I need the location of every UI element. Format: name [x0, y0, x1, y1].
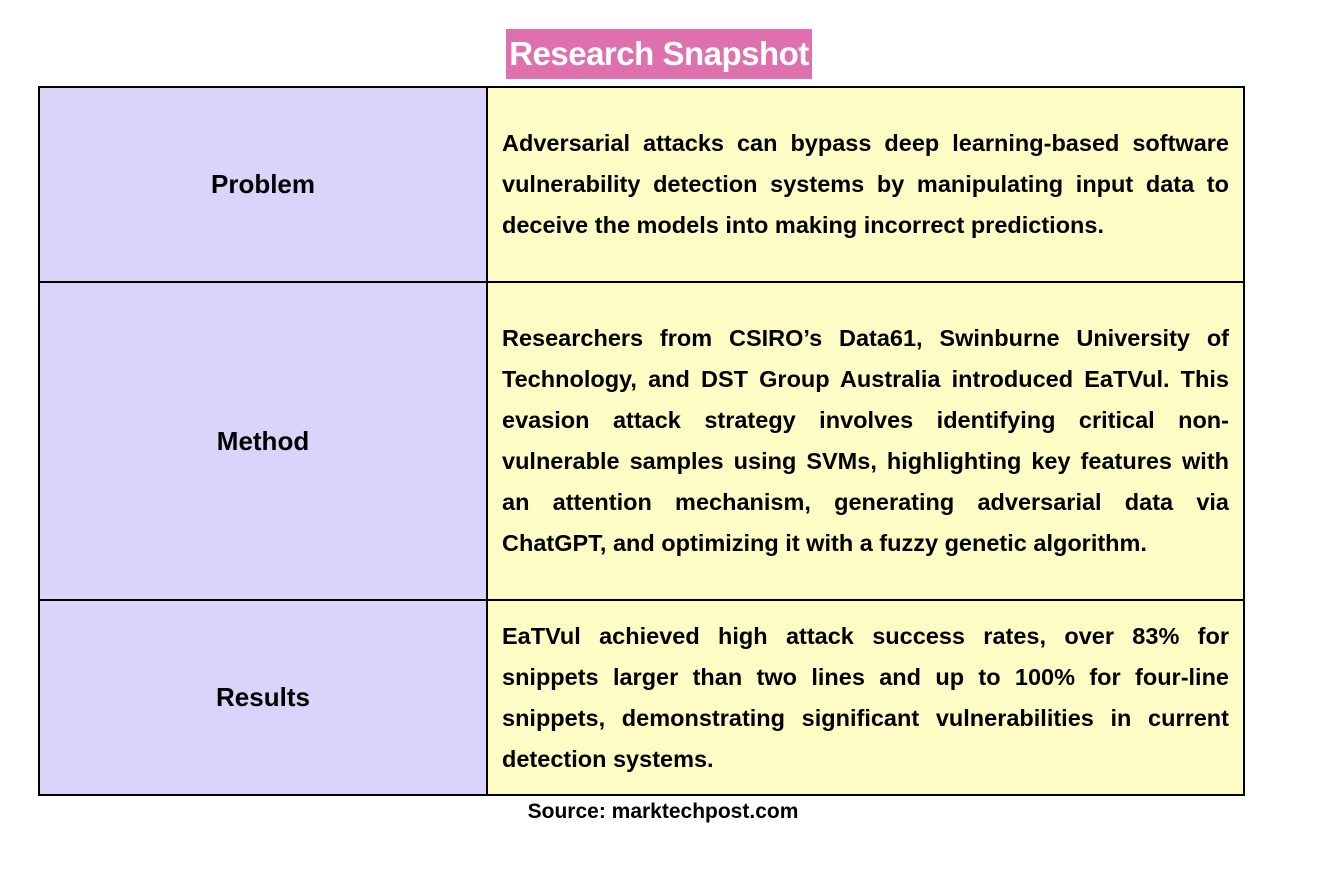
table-row-problem [39, 87, 1244, 282]
row-description-results: EaTVul achieved high attack success rates, over 83% for snippets larger than two lines and up to 100% for four-line snippets, demonstrating significant vulnerabilities in current detection systems. [487, 600, 1244, 795]
source-credit: Source: marktechpost.com [527, 800, 799, 823]
snapshot-table [38, 86, 1245, 796]
row-description-problem: Adversarial attacks can bypass deep learning-based software vulnerability detection systems by manipulating input data to deceive the models into making incorrect predictions. [487, 87, 1244, 282]
row-label-method: Method [39, 282, 487, 600]
table-row-results [39, 600, 1244, 795]
row-description-method: Researchers from CSIRO’s Data61, Swinburne University of Technology, and DST Group Australia introduced EaTVul. This evasion attack strategy involves identifying critical non-vulnerable samples using SVMs, highlighting key features with an attention mechanism, generating adversarial data via ChatGPT, and optimizing it with a fuzzy genetic algorithm. [487, 282, 1244, 600]
row-label-problem: Problem [39, 87, 487, 282]
table-row-method [39, 282, 1244, 600]
page-title: Research Snapshot [506, 29, 812, 79]
row-label-results: Results [39, 600, 487, 795]
title-container [0, 29, 1318, 79]
